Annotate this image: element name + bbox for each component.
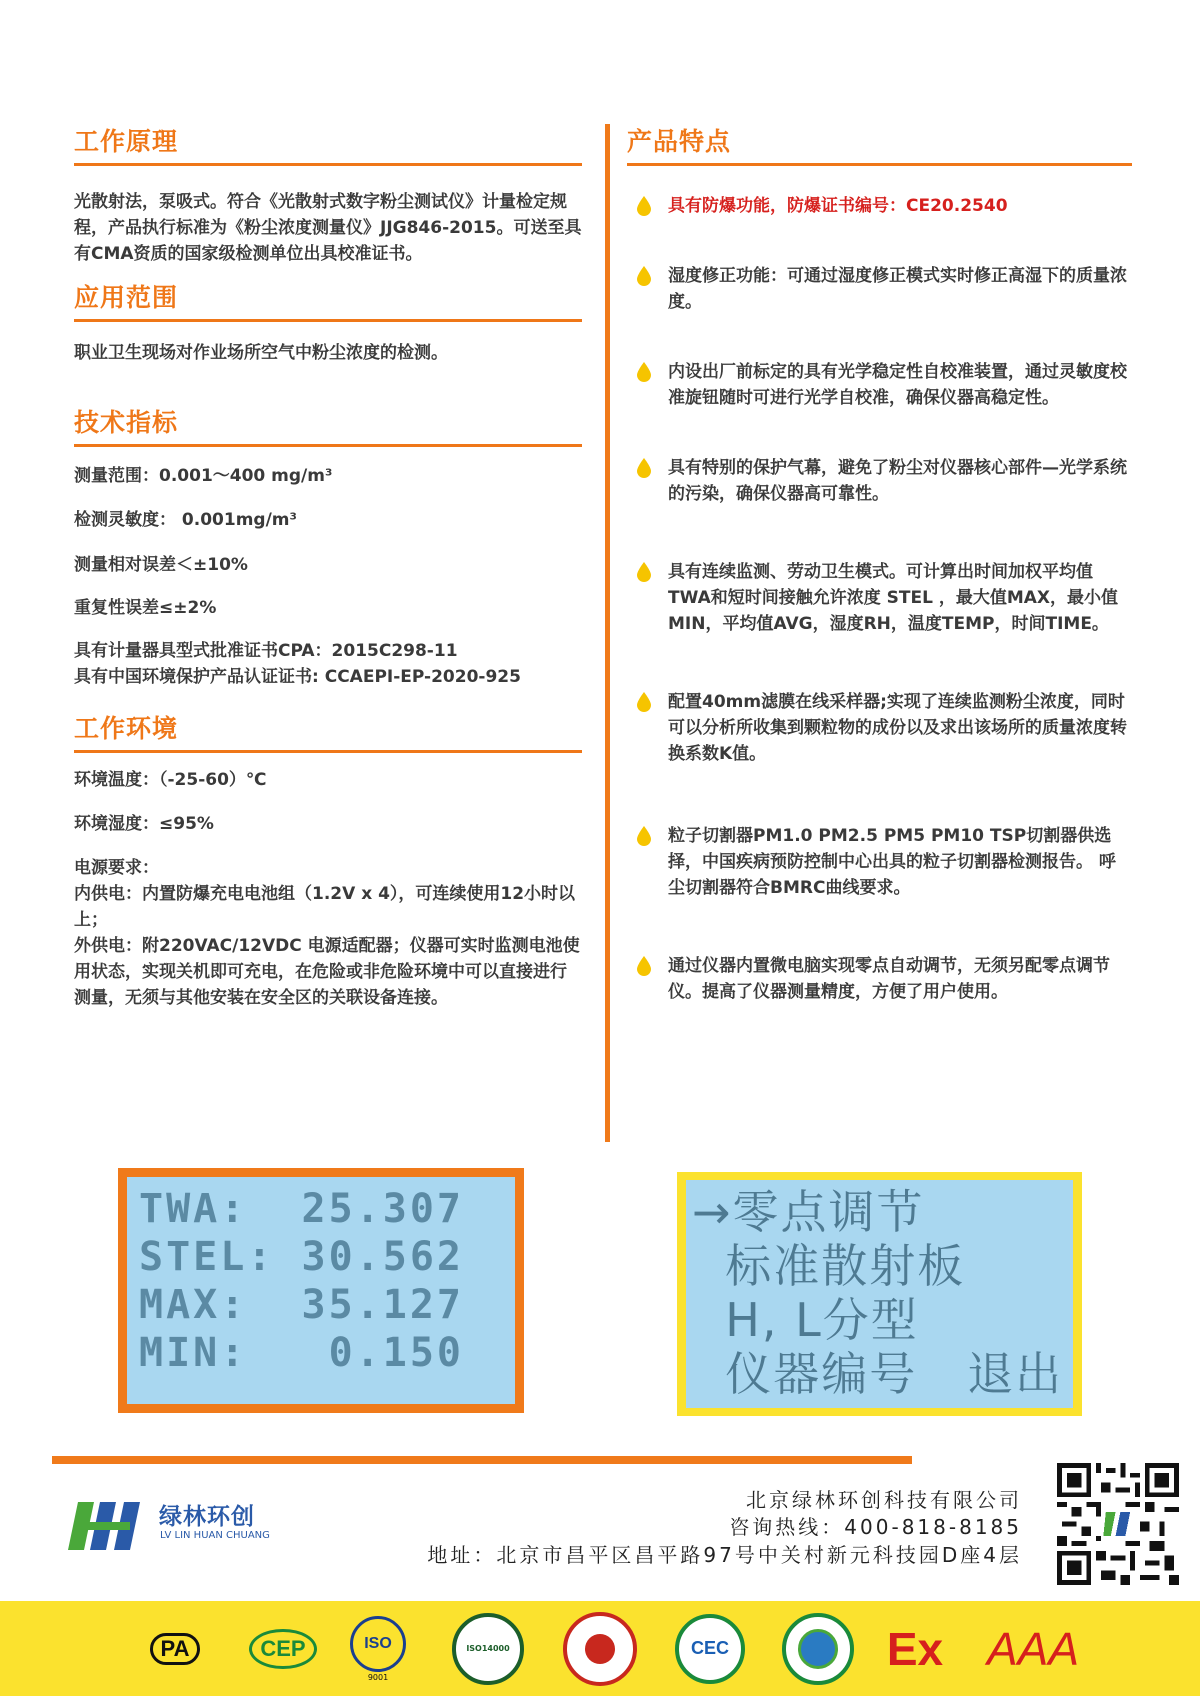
column-divider: [605, 124, 610, 1142]
cec-logo-text: CEC: [675, 1614, 745, 1684]
cert-credit: [562, 1601, 638, 1696]
spec-sensitivity: 检测灵敏度： 0.001mg/m³: [74, 510, 297, 530]
lcd-row-min: MIN: 0.150: [139, 1330, 464, 1376]
feature-item: 通过仪器内置微电脑实现零点自动调节，无须另配零点调节仪。提高了仪器测量精度，方便了用户使用。: [627, 953, 1132, 1005]
principle-title: 工作原理: [74, 127, 179, 156]
lcd-row-stel: STEL: 30.562: [139, 1234, 464, 1280]
hotline: 咨询热线：400-818-8185: [729, 1515, 1022, 1539]
feature-item: 具有特别的保护气幕，避免了粉尘对仪器核心部件—光学系统的污染，确保仪器高可靠性。: [627, 455, 1132, 507]
lcd-menu-row: 标准散射板: [692, 1239, 966, 1293]
aaa-logo-text: AAA: [986, 1622, 1080, 1675]
env-section: [74, 712, 582, 1011]
lcd-menu-panel: [677, 1172, 1082, 1416]
drop-bullet-icon: [636, 458, 652, 478]
feature-item: 湿度修正功能：可通过湿度修正模式实时修正高湿下的质量浓度。: [627, 263, 1132, 315]
env-seal-icon: [782, 1613, 854, 1685]
drop-bullet-icon: [636, 266, 652, 286]
left-column: [74, 125, 582, 1011]
spec-ccaepi: 具有中国环境保护产品认证证书: CCAEPI-EP-2020-925: [74, 667, 521, 687]
cep-logo-text: CEP: [249, 1629, 316, 1669]
power-internal: 内供电：内置防爆充电电池组（1.2V x 4），可连续使用12小时以上；: [74, 884, 576, 930]
env-title: 工作环境: [74, 714, 179, 743]
cert-aaa: [978, 1601, 1088, 1696]
drop-bullet-icon: [636, 362, 652, 382]
power-external: 外供电：附220VAC/12VDC 电源适配器；仪器可实时监测电池使用状态，实现关机即可充电，在危险或非危险环境中可以直接进行测量，无须与其他安装在安全区的关联设备连接。: [74, 936, 580, 1008]
principle-rule: [74, 163, 582, 166]
feature-item: 配置40mm滤膜在线采样器;实现了连续监测粉尘浓度，同时可以分析所收集到颗粒物的成份以及求出该场所的质量浓度转换系数K值。: [627, 689, 1132, 767]
drop-bullet-icon: [636, 562, 652, 582]
feature-item: 具有连续监测、劳动卫生模式。可计算出时间加权平均值TWA和短时间接触允许浓度 STEL ，最大值MAX，最小值MIN，平均值AVG，湿度RH，温度TEMP，时间TIME。: [627, 559, 1132, 637]
cert-env: [780, 1601, 856, 1696]
feature-item: 粒子切割器PM1.0 PM2.5 PM5 PM10 TSP切割器供选择，中国疾病预防控制中心出具的粒子切割器检测报告。 呼尘切割器符合BMRC曲线要求。: [627, 823, 1132, 901]
iso-number: 9001: [367, 1672, 389, 1682]
scope-text: 职业卫生现场对作业场所空气中粉尘浓度的检测。: [74, 343, 448, 363]
features-rule: [627, 163, 1132, 166]
lcd-menu-screen: [686, 1180, 1073, 1408]
drop-bullet-icon: [636, 826, 652, 846]
lcd-readings-screen: [127, 1177, 515, 1404]
feature-item: 具有防爆功能，防爆证书编号：CE20.2540: [627, 193, 1132, 219]
company-name: 北京绿林环创科技有限公司: [746, 1488, 1022, 1512]
pa-logo-text: PA: [150, 1633, 201, 1665]
lcd-row-twa: TWA: 25.307: [139, 1186, 464, 1232]
feature-item: 内设出厂前标定的具有光学稳定性自校准装置，通过灵敏度校准旋钮随时可进行光学自校准，确保仪器高稳定性。: [627, 359, 1132, 411]
iso-logo-text: ISO: [350, 1616, 406, 1672]
specs-section: [74, 406, 582, 690]
scope-title: 应用范围: [74, 283, 179, 312]
cert-pa: [140, 1601, 210, 1696]
lcd-menu-row: 仪器编号 退出: [692, 1347, 1064, 1401]
certification-bar: [0, 1601, 1200, 1696]
scope-rule: [74, 319, 582, 322]
specs-title: 技术指标: [74, 408, 179, 437]
env-temp: 环境温度：（-25-60）℃: [74, 770, 267, 790]
company-logo: [64, 1498, 284, 1558]
drop-bullet-icon: [636, 956, 652, 976]
right-column: [627, 125, 1132, 1005]
lcd-menu-row: H, L分型: [692, 1293, 919, 1347]
spec-cpa: 具有计量器具型式批准证书CPA：2015C298-11: [74, 641, 458, 661]
drop-bullet-icon: [636, 196, 652, 216]
cert-ex: [880, 1601, 950, 1696]
cert-iso14000: [450, 1601, 526, 1696]
lcd-readings-panel: [118, 1168, 524, 1413]
spec-range: 测量范围：0.001～400 mg/m³: [74, 466, 333, 486]
cert-iso9001: [348, 1601, 408, 1696]
features-title: 产品特点: [627, 127, 732, 156]
scope-section: [74, 281, 582, 366]
cert-cec: [672, 1601, 748, 1696]
spec-error: 测量相对误差＜±10%: [74, 555, 248, 575]
cert-cep: [245, 1601, 321, 1696]
qr-code-icon: [1057, 1463, 1179, 1585]
specs-rule: [74, 444, 582, 447]
principle-text: 光散射法，泵吸式。符合《光散射式数字粉尘测试仪》计量检定规程，产品执行标准为《粉尘浓度测量仪》JJG846-2015。可送至具有CMA资质的国家级检测单位出具校准证书。: [74, 192, 582, 264]
spec-repeat: 重复性误差≤±2%: [74, 598, 217, 618]
logo-en-text: LV LIN HUAN CHUANG: [160, 1530, 270, 1541]
logo-cn-text: 绿林环创: [159, 1504, 255, 1530]
footer-rule: [52, 1456, 912, 1464]
iso14000-logo-text: ISO14000: [452, 1613, 524, 1685]
address: 地址：北京市昌平区昌平路97号中关村新元科技园D座4层: [427, 1543, 1022, 1567]
lcd-row-max: MAX: 35.127: [139, 1282, 464, 1328]
principle-section: [74, 125, 582, 267]
power-title: 电源要求：: [74, 858, 159, 878]
ex-logo-text: Ex: [886, 1622, 944, 1675]
drop-bullet-icon: [636, 692, 652, 712]
credit-seal-icon: [563, 1612, 637, 1686]
env-rule: [74, 750, 582, 753]
lcd-menu-row: →零点调节: [692, 1185, 925, 1239]
logo-mark-icon: [64, 1498, 156, 1554]
env-humidity: 环境湿度：≤95%: [74, 814, 214, 834]
